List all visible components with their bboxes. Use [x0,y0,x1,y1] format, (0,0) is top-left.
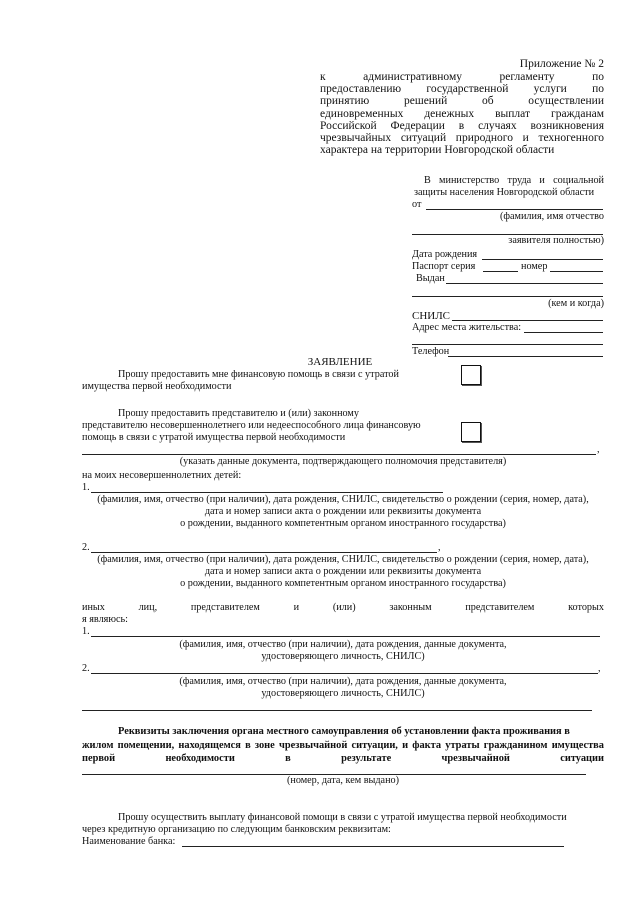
addressee-line1: В министерство труда и социальной [424,175,604,186]
request2-checkbox[interactable] [461,422,481,442]
issued-field[interactable] [446,283,603,284]
bank-name-label: Наименование банка: [82,836,176,847]
request1-checkbox[interactable] [461,365,481,385]
child2-field[interactable] [91,552,437,553]
dob-field[interactable] [482,259,603,260]
passport-number-label: номер [521,261,548,272]
person2-comma: , [598,663,601,674]
issued-label: Выдан [416,273,445,284]
separator-line [82,710,592,711]
requisites-line3 [82,753,604,765]
appendix-line: к административному регламенту по [320,71,604,83]
rep-doc-hint: (указать данные документа, подтверждающего полномочия представителя) [179,456,507,467]
appendix-line: единовременных денежных выплат гражданам [320,107,604,120]
person2-hint-line2: удостоверяющего личность, СНИЛС) [261,688,425,699]
other-intro-word: которых [568,602,604,613]
appendix-title: Приложение № 2 [519,58,604,70]
person2-number: 2. [82,663,90,674]
addressee-line2: защиты населения Новгородской области [414,187,595,198]
child2-hint-line3: о рождении, выданного компетентным органом иностранного государства) [180,578,506,589]
passport-series-label: Паспорт серия [412,261,476,272]
other-intro-word: законным [389,602,432,613]
fio-hint: (фамилия, имя отчество [500,211,604,222]
payment-line1: Прошу осуществить выплату финансовой помощи в связи с утратой имущества первой необходимости [118,812,567,823]
payment-line2: через кредитную организацию по следующим банковским реквизитам: [82,824,391,835]
other-intro [82,602,604,614]
passport-number-field[interactable] [550,271,603,272]
person1-number: 1. [82,626,90,637]
appendix-line: характера на территории Новгородской области [320,144,555,157]
request2-line1: Прошу предоставить представителю и (или) законному [118,408,359,419]
child2-hint-line2: дата и номер записи акта о рождении или реквизиты документа [204,566,482,577]
phone-label: Телефон [412,346,450,357]
child1-hint-line1: (фамилия, имя, отчество (при наличии), дата рождения, СНИЛС, свидетельство о рождении (серия, номер, дата), [97,494,589,505]
requisites-word: в [285,753,291,764]
appendix-text [320,71,604,156]
child2-hint-line1: (фамилия, имя, отчество (при наличии), дата рождения, СНИЛС, свидетельство о рождении (серия, номер, дата), [97,554,589,565]
other-intro-word: (или) [332,602,356,613]
request1-line1: Прошу предоставить мне финансовую помощь в связи с утратой [118,369,399,380]
other-intro-word: иных [82,602,105,613]
child1-number: 1. [82,482,90,493]
address-field[interactable] [524,332,603,333]
from-field[interactable] [426,209,603,210]
requisites-word: необходимости [165,753,235,764]
from-label: от [412,199,422,210]
requisites-hint: (номер, дата, кем выдано) [286,775,400,786]
child2-number: 2. [82,542,90,553]
appendix-line: принятию решений об осуществлении [320,95,604,108]
appendix-line: Российской Федерации в случаях возникновения [320,119,604,132]
other-intro-word: и [293,602,300,613]
phone-field[interactable] [448,356,603,357]
person1-hint-line2: удостоверяющего личность, СНИЛС) [261,651,425,662]
issued-hint: (кем и когда) [548,298,604,309]
person2-hint-line1: (фамилия, имя, отчество (при наличии), дата рождения, данные документа, [179,676,507,687]
child2-comma: , [438,542,441,553]
child1-hint-line3: о рождении, выданного компетентным органом иностранного государства) [180,518,506,529]
applicant-hint: заявителя полностью) [508,235,604,246]
appendix-line: предоставлению государственной услуги по [320,83,604,96]
person1-hint-line1: (фамилия, имя, отчество (при наличии), дата рождения, данные документа, [179,639,507,650]
other-intro-word: лиц, [138,602,158,613]
requisites-word: результате [341,753,392,764]
requisites-word: ситуации [560,753,604,764]
request2-line2: представителю несовершеннолетнего или недееспособного лица финансовую [82,420,421,431]
address-field-2[interactable] [412,344,603,345]
rep-doc-comma: , [597,444,600,455]
rep-doc-field[interactable] [82,454,596,455]
child1-hint-line2: дата и номер записи акта о рождении или реквизиты документа [204,506,482,517]
snils-field[interactable] [452,320,603,321]
person1-field[interactable] [91,636,600,637]
requisites-line2: жилом помещении, находящемся в зоне чрезвычайной ситуации, и факта утраты гражданином имущества [82,740,604,751]
other-intro-word: представителем [465,602,535,613]
request2-line3: помощь в связи с утратой имущества первой необходимости [82,432,346,443]
requisites-line1: Реквизиты заключения органа местного самоуправления об установлении факта проживания в [118,726,570,737]
other-intro-line2: я являюсь: [82,614,128,625]
issued-field-2[interactable] [412,296,603,297]
request1-line2: имущества первой необходимости [82,381,232,392]
children-intro: на моих несовершеннолетних детей: [82,470,242,481]
statement-title: ЗАЯВЛЕНИЕ [307,356,373,368]
passport-series-field[interactable] [483,271,518,272]
appendix-line: чрезвычайных ситуаций природного и техногенного [320,132,604,145]
other-intro-word: представителем [190,602,260,613]
dob-label: Дата рождения [412,249,478,260]
address-label: Адрес места жительства: [412,322,522,333]
snils-label: СНИЛС [412,310,451,322]
requisites-word: первой [82,753,116,764]
bank-name-field[interactable] [182,846,564,847]
requisites-word: чрезвычайной [441,753,510,764]
person2-field[interactable] [91,673,598,674]
child1-field[interactable] [91,492,443,493]
